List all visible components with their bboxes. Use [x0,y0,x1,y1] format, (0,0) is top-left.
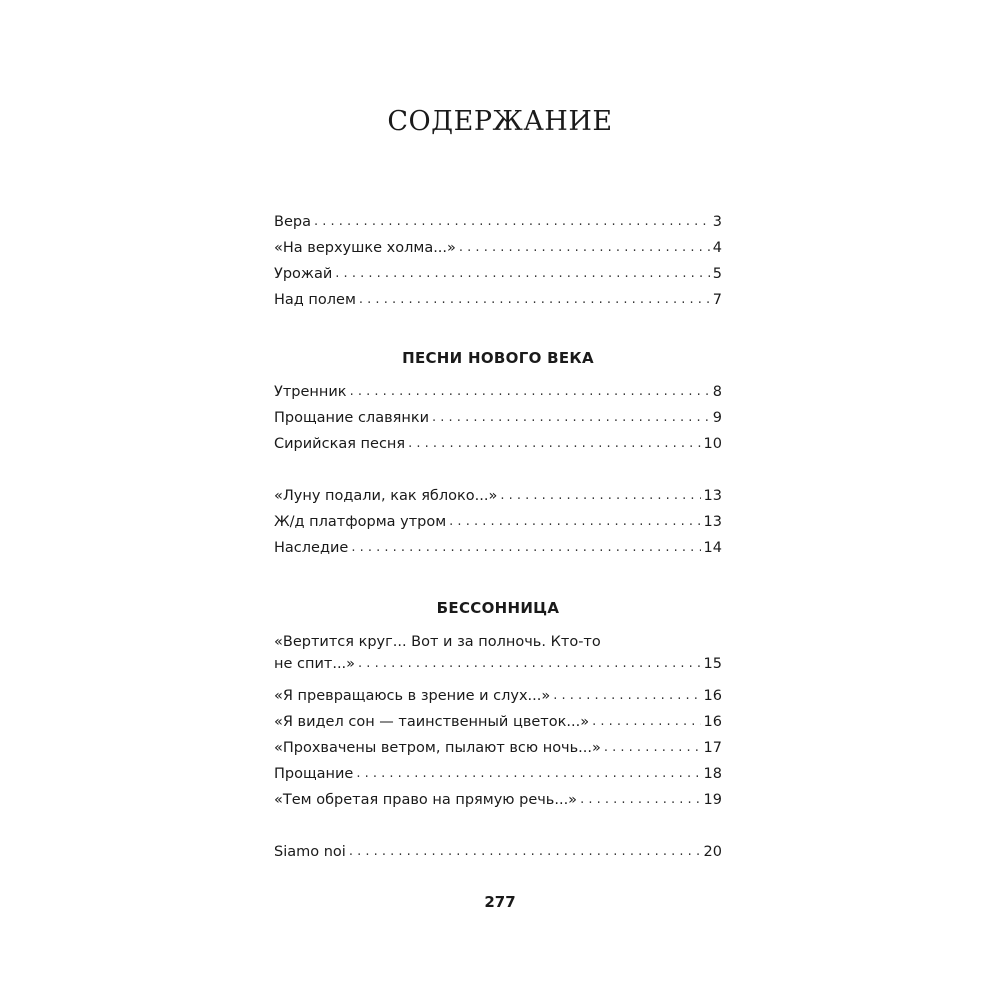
section-heading-pesni: ПЕСНИ НОВОГО ВЕКА [402,349,594,367]
toc-entry [274,212,722,232]
toc-entry-page: 13 [703,488,722,504]
toc-entry [274,238,722,258]
footer-page-number: 277 [484,893,516,911]
toc-entry-title: «Я видел сон — таинственный цветок...» [274,714,590,730]
toc-entry-page: 8 [712,384,722,400]
toc-entry [274,686,722,706]
toc-entry-title: Вера [274,214,311,230]
toc-leader-dots [335,264,709,284]
toc-entry-title-line1: «Вертится круг... Вот и за полночь. Кто-то [274,634,601,650]
toc-entry [274,764,722,784]
toc-entry-title: Над полем [274,292,356,308]
toc-entry [274,712,722,732]
toc-group-pesni [274,382,722,558]
toc-entry-page: 16 [703,714,722,730]
toc-entry-page: 15 [703,656,722,672]
toc-leader-dots [449,512,700,532]
toc-leader-dots [592,712,700,732]
toc-leader-dots [408,434,700,454]
toc-entry-page: 19 [703,792,722,808]
toc-entry-title: «На верхушке холма...» [274,240,456,256]
toc-leader-dots [432,408,710,428]
toc-entry-page: 17 [703,740,722,756]
page-title: СОДЕРЖАНИЕ [387,106,613,138]
toc-leader-dots [358,654,701,674]
toc-entry-page: 18 [703,766,722,782]
toc-leader-dots [604,738,701,758]
toc-leader-dots [359,290,710,310]
toc-entry-title: Сирийская песня [274,436,406,452]
toc-entry-title-line2: не спит...» [274,656,356,672]
toc-entry-page: 20 [703,844,722,860]
toc-entry [274,538,722,558]
toc-entry-title: Урожай [274,266,333,282]
toc-entry-page: 10 [703,436,722,452]
toc-entry [274,842,722,862]
toc-entry-title: «Тем обретая право на прямую речь...» [274,792,578,808]
toc-group-bessonnitsa [274,632,722,862]
toc-entry-multiline [274,632,722,674]
toc-entry [274,486,722,506]
toc-entry-title: «Луну подали, как яблоко...» [274,488,498,504]
toc-entry-title: Siamo noi [274,844,346,860]
toc-entry [274,434,722,454]
toc-entry-title: Прощание славянки [274,410,430,426]
toc-entry [274,512,722,532]
toc-leader-dots [553,686,700,706]
toc-entry [274,382,722,402]
toc-entry [274,408,722,428]
toc-entry-title: «Я превращаюсь в зрение и слух...» [274,688,551,704]
toc-group-intro [274,212,722,310]
toc-leader-dots [580,790,700,810]
toc-entry-title: «Прохвачены ветром, пылают всю ночь...» [274,740,601,756]
toc-leader-dots [314,212,710,232]
toc-leader-dots [500,486,700,506]
toc-entry-page: 7 [712,292,722,308]
toc-entry-title: Прощание [274,766,354,782]
toc-entry-page: 3 [712,214,722,230]
toc-leader-dots [459,238,710,258]
toc-leader-dots [351,538,700,558]
toc-leader-dots [356,764,700,784]
table-of-contents [274,212,722,868]
toc-entry-page: 4 [712,240,722,256]
toc-entry-page: 14 [703,540,722,556]
toc-entry-page: 13 [703,514,722,530]
toc-entry-page: 16 [703,688,722,704]
toc-entry [274,264,722,284]
toc-entry [274,790,722,810]
toc-leader-dots [349,842,701,862]
toc-entry-title: Наследие [274,540,349,556]
toc-entry-title: Ж/д платформа утром [274,514,447,530]
toc-entry-page: 5 [712,266,722,282]
toc-entry [274,738,722,758]
toc-entry-page: 9 [712,410,722,426]
section-heading-bessonnitsa: БЕССОННИЦА [436,599,560,617]
toc-leader-dots [350,382,710,402]
toc-entry-title: Утренник [274,384,347,400]
toc-entry [274,290,722,310]
